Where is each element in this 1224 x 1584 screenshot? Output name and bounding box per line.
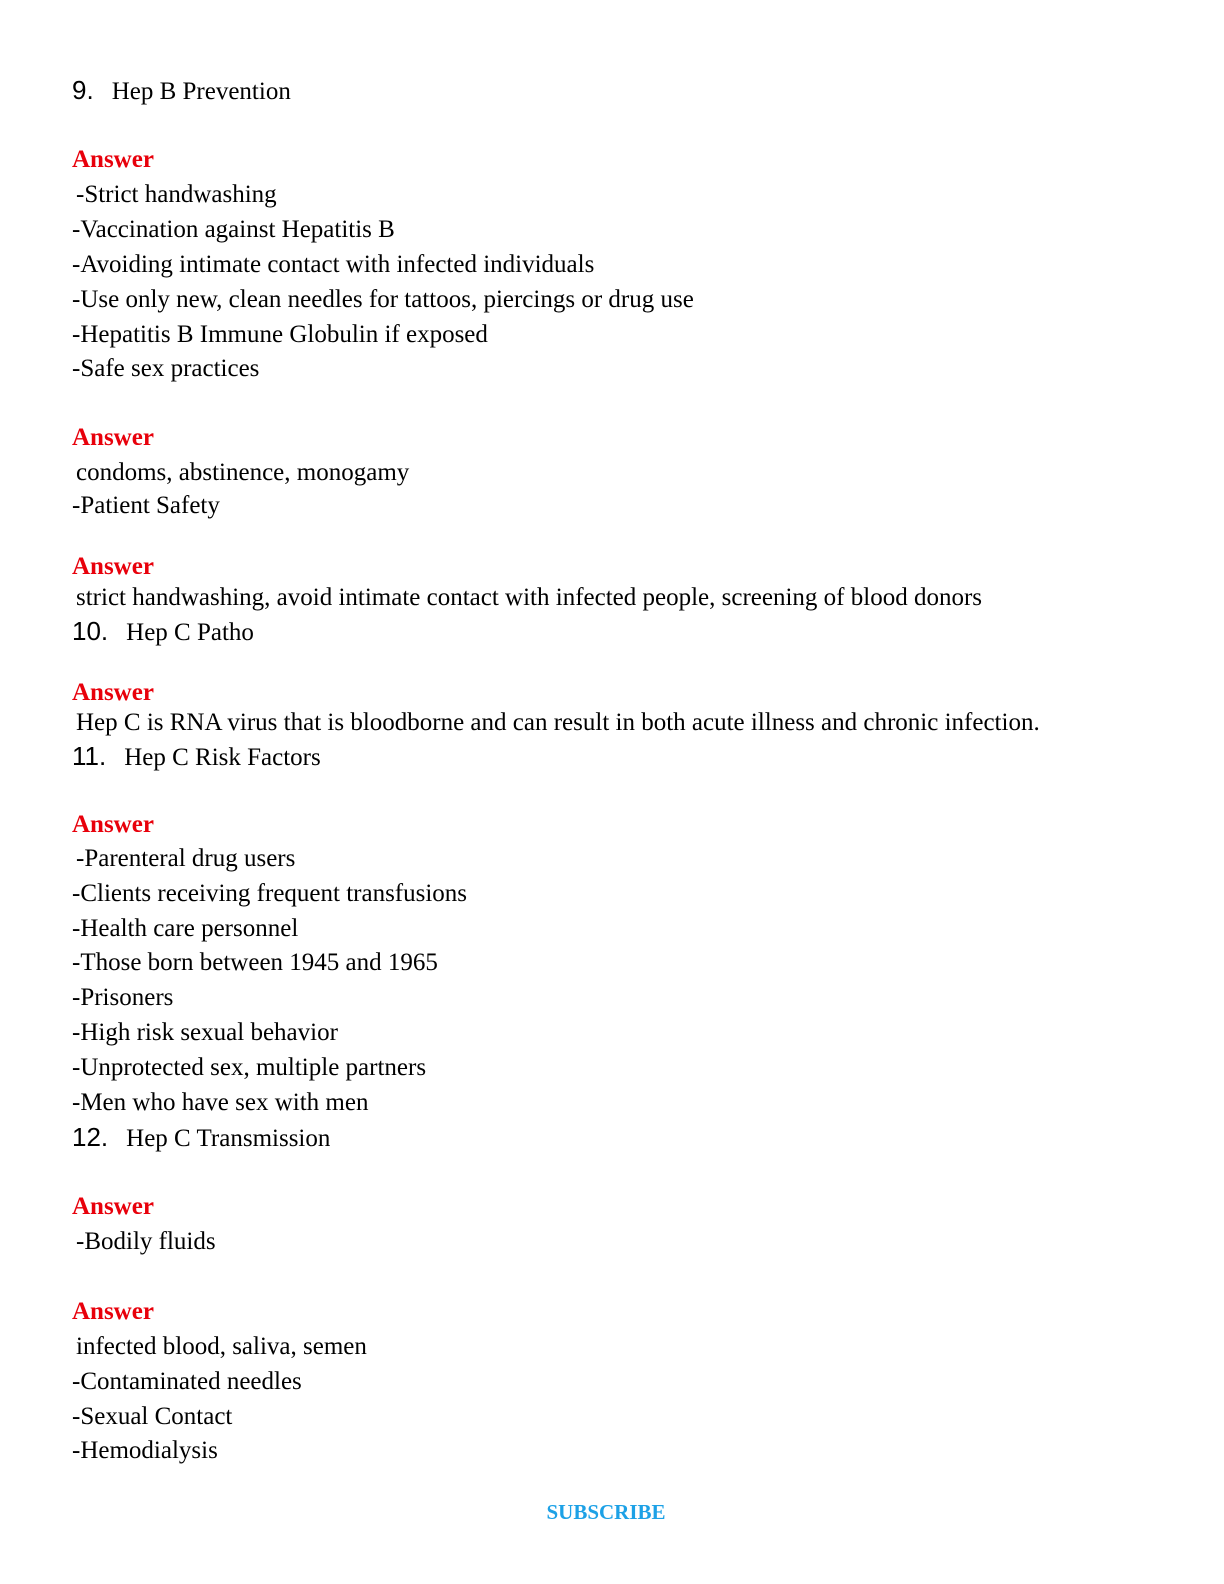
answer-line: -Contaminated needles xyxy=(72,1368,302,1395)
answer-label: Answer xyxy=(72,146,154,173)
question-number: 11. xyxy=(72,741,107,771)
answer-line: -Those born between 1945 and 1965 xyxy=(72,949,438,976)
answer-label: Answer xyxy=(72,811,154,838)
answer-line: condoms, abstinence, monogamy xyxy=(76,459,410,486)
question-number: 9. xyxy=(72,75,94,105)
answer-label: Answer xyxy=(72,553,154,580)
answer-label: Answer xyxy=(72,679,154,706)
question-number: 10. xyxy=(72,616,109,646)
answer-line: -Vaccination against Hepatitis B xyxy=(72,216,395,243)
answer-label: Answer xyxy=(72,424,154,451)
answer-line: -Unprotected sex, multiple partners xyxy=(72,1054,427,1081)
answer-line: -Prisoners xyxy=(72,984,174,1011)
answer-line: -Patient Safety xyxy=(72,492,220,519)
answer-line: infected blood, saliva, semen xyxy=(76,1333,367,1360)
answer-line: -Hepatitis B Immune Globulin if exposed xyxy=(72,321,488,348)
answer-line: -Use only new, clean needles for tattoos, piercings or drug use xyxy=(72,286,694,313)
answer-label: Answer xyxy=(72,1193,154,1220)
answer-line: -Safe sex practices xyxy=(72,355,260,382)
question-title: Hep C Risk Factors xyxy=(124,744,321,771)
question-heading xyxy=(72,616,254,648)
answer-line: -Health care personnel xyxy=(72,915,299,942)
answer-line: Hep C is RNA virus that is bloodborne and can result in both acute illness and chronic infection. xyxy=(76,709,1040,736)
question-number: 12. xyxy=(72,1122,109,1152)
answer-line: -Bodily fluids xyxy=(76,1228,216,1255)
question-heading xyxy=(72,741,321,773)
subscribe-link[interactable]: SUBSCRIBE xyxy=(546,1500,666,1524)
question-heading xyxy=(72,1122,330,1154)
answer-line: -Clients receiving frequent transfusions xyxy=(72,880,468,907)
answer-line: -Hemodialysis xyxy=(72,1437,218,1464)
answer-line: -Sexual Contact xyxy=(72,1403,233,1430)
question-title: Hep C Patho xyxy=(126,619,254,646)
answer-line: -Parenteral drug users xyxy=(76,845,296,872)
answer-line: -High risk sexual behavior xyxy=(72,1019,338,1046)
answer-line: -Strict handwashing xyxy=(76,181,277,208)
question-title: Hep C Transmission xyxy=(126,1125,331,1152)
question-heading xyxy=(72,75,291,107)
answer-line: -Avoiding intimate contact with infected individuals xyxy=(72,251,595,278)
answer-line: -Men who have sex with men xyxy=(72,1089,369,1116)
answer-label: Answer xyxy=(72,1298,154,1325)
answer-line: strict handwashing, avoid intimate contact with infected people, screening of blood donors xyxy=(76,584,983,611)
question-title: Hep B Prevention xyxy=(111,78,291,105)
